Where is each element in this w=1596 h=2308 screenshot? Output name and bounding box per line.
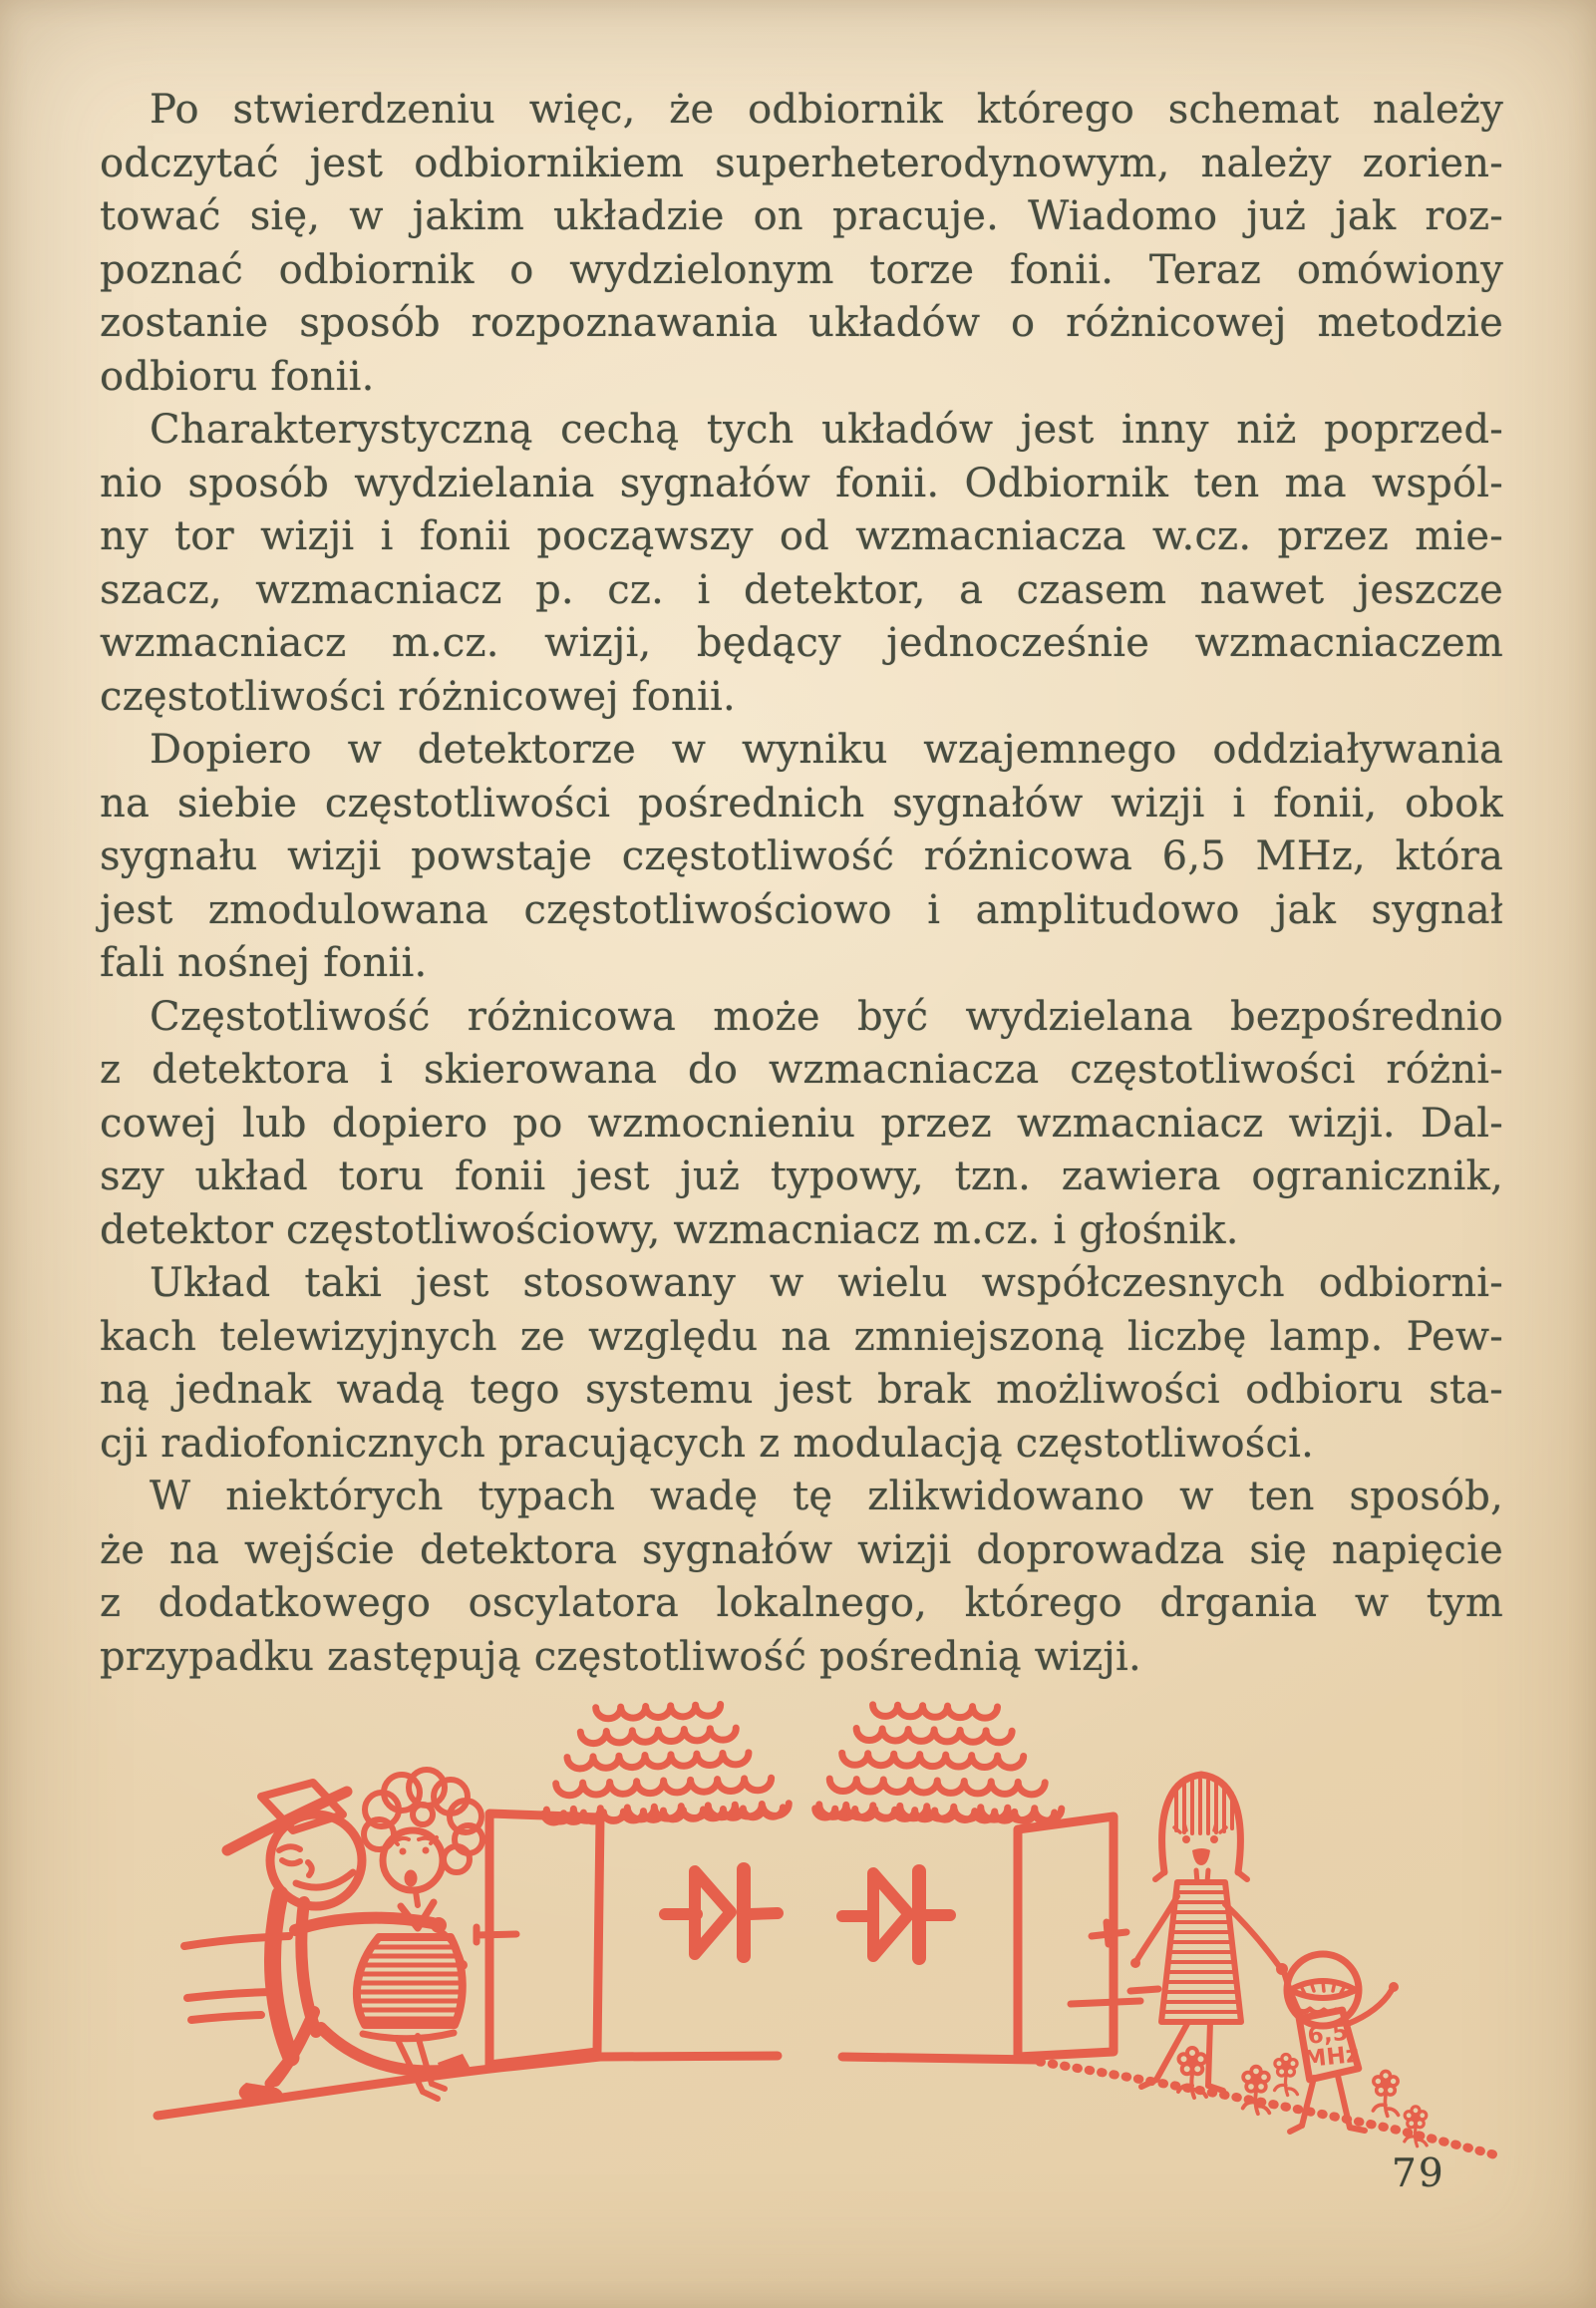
striped-dress xyxy=(1161,1882,1241,2022)
text-line: szy układ toru fonii jest już typowy, tzn. zawiera ogranicznik, xyxy=(100,1154,1503,1199)
ground-line xyxy=(158,2056,1493,2154)
curly-hair xyxy=(364,1770,482,1872)
text-line: sygnału wizji powstaje częstotliwość różnicowa 6,5 MHz, która xyxy=(100,833,1503,879)
diode-icon-1 xyxy=(665,1869,778,1956)
text-line: ną jednak wadą tego systemu jest brak możliwości odbioru sta- xyxy=(100,1367,1503,1413)
text-line: jest zmodulowana częstotliwościowo i amplitudowo jak sygnał xyxy=(100,886,1503,933)
label-65: 6,5 xyxy=(1306,2019,1350,2050)
roof-right-icon xyxy=(815,1704,1064,1821)
label-mhz: MHz xyxy=(1302,2041,1361,2074)
child-head xyxy=(1287,1954,1359,2026)
page-number: 79 xyxy=(1392,2151,1445,2196)
diode-icon-2 xyxy=(842,1871,950,1958)
door-panel-left xyxy=(489,1813,600,2065)
paragraph xyxy=(100,404,1503,724)
text-line: nio sposób wydzielania sygnałów fonii. Odbiornik ten ma wspól- xyxy=(100,460,1503,506)
flowers-icon xyxy=(1178,2048,1427,2146)
text-line: poznać odbiornik o wydzielonym torze fonii. Teraz omówiony xyxy=(100,246,1503,293)
body-text xyxy=(100,84,1503,1684)
striped-skirt xyxy=(357,1937,463,2025)
text-line: że na wejście detektora sygnałów wizji doprowadza się napięcie xyxy=(100,1526,1503,1573)
text-line: fali nośnej fonii. xyxy=(100,940,428,986)
man-figure xyxy=(227,1783,470,2103)
text-line: kach telewizyjnych ze względu na zmniejszoną liczbę lamp. Pew- xyxy=(100,1313,1503,1360)
text-line: zostanie sposób rozpoznawania układów o różnicowej metodzie xyxy=(100,300,1503,346)
text-line: detektor częstotliwościowy, wzmacniacz m.cz. i głośnik. xyxy=(100,1206,1239,1253)
man-arm xyxy=(295,1918,433,1930)
text-line: wzmacniacz m.cz. wizji, będący jednocześnie wzmacniaczem xyxy=(100,620,1503,666)
text-line: na siebie częstotliwości pośrednich sygnałów wizji i fonii, obok xyxy=(100,780,1503,826)
text-line: cji radiofonicznych pracujących z modulacją częstotliwości. xyxy=(100,1420,1315,1467)
man-coat xyxy=(272,1894,291,2058)
door-panel-right xyxy=(1018,1816,1114,2057)
text-line: z dodatkowego oscylatora lokalnego, którego drgania w tym xyxy=(100,1580,1503,1626)
text-line: odczytać jest odbiornikiem superheterodynowym, należy zorien- xyxy=(100,140,1503,186)
door-handle-right-icon xyxy=(1092,1922,1126,1944)
hat-crown xyxy=(261,1783,343,1830)
text-line: ny tor wizji i fonii począwszy od wzmacniacza w.cz. przez mie- xyxy=(100,513,1503,559)
text-line: Charakterystyczną cechą tych układów jest inny niż poprzed- xyxy=(150,407,1503,453)
paragraph xyxy=(100,84,1503,404)
paragraph xyxy=(100,1471,1503,1684)
door-handle-left-icon xyxy=(477,1927,516,1942)
roof-left-icon xyxy=(541,1703,790,1822)
man-head xyxy=(270,1814,362,1906)
man-shoe-2 xyxy=(438,2054,470,2076)
woman-head xyxy=(383,1830,443,1890)
paragraph xyxy=(100,1257,1503,1471)
paragraph xyxy=(100,724,1503,991)
text-line: Po stwierdzeniu więc, że odbiornik którego schemat należy xyxy=(150,87,1503,133)
text-line: częstotliwości różnicowej fonii. xyxy=(100,673,736,720)
right-door xyxy=(1018,1816,1158,2057)
child-figure xyxy=(1276,1954,1399,2132)
paragraph xyxy=(100,991,1503,1258)
man-shoe xyxy=(239,2083,283,2103)
text-line: W niektórych typach wadę tę zlikwidowano w ten sposób, xyxy=(150,1474,1503,1519)
text-line: cowej lub dopiero po wzmocnieniu przez wzmacniacz wizji. Dal- xyxy=(100,1100,1503,1147)
text-line: Częstotliwość różnicowa może być wydzielana bezpośrednio xyxy=(150,993,1503,1040)
text-line: Dopiero w detektorze w wyniku wzajemnego oddziaływania xyxy=(150,727,1503,773)
left-door xyxy=(477,1813,600,2065)
mother-figure xyxy=(1130,1775,1279,2091)
text-line: przypadku zastępują częstotliwość pośrednią wizji. xyxy=(100,1633,1141,1680)
speed-lines-icon xyxy=(184,1936,289,2020)
text-line: Układ taki jest stosowany w wielu współczesnych odbiorni- xyxy=(150,1260,1503,1306)
hat-icon xyxy=(227,1792,347,1850)
text-line: tować się, w jakim układzie on pracuje. Wiadomo już jak roz- xyxy=(100,193,1503,239)
text-line: szacz, wzmacniacz p. cz. i detektor, a czasem nawet jeszcze xyxy=(100,566,1503,613)
woman-figure xyxy=(349,1770,482,2099)
child-cap-icon xyxy=(1290,1981,1356,1998)
door-motion-lines xyxy=(1071,1989,1158,2004)
child-shirt xyxy=(1299,2009,1360,2080)
bob-hair xyxy=(1162,1775,1241,1872)
text-line: z detektora i skierowana do wzmacniacza częstotliwości różni- xyxy=(100,1047,1503,1093)
text-line: odbioru fonii. xyxy=(100,353,375,400)
